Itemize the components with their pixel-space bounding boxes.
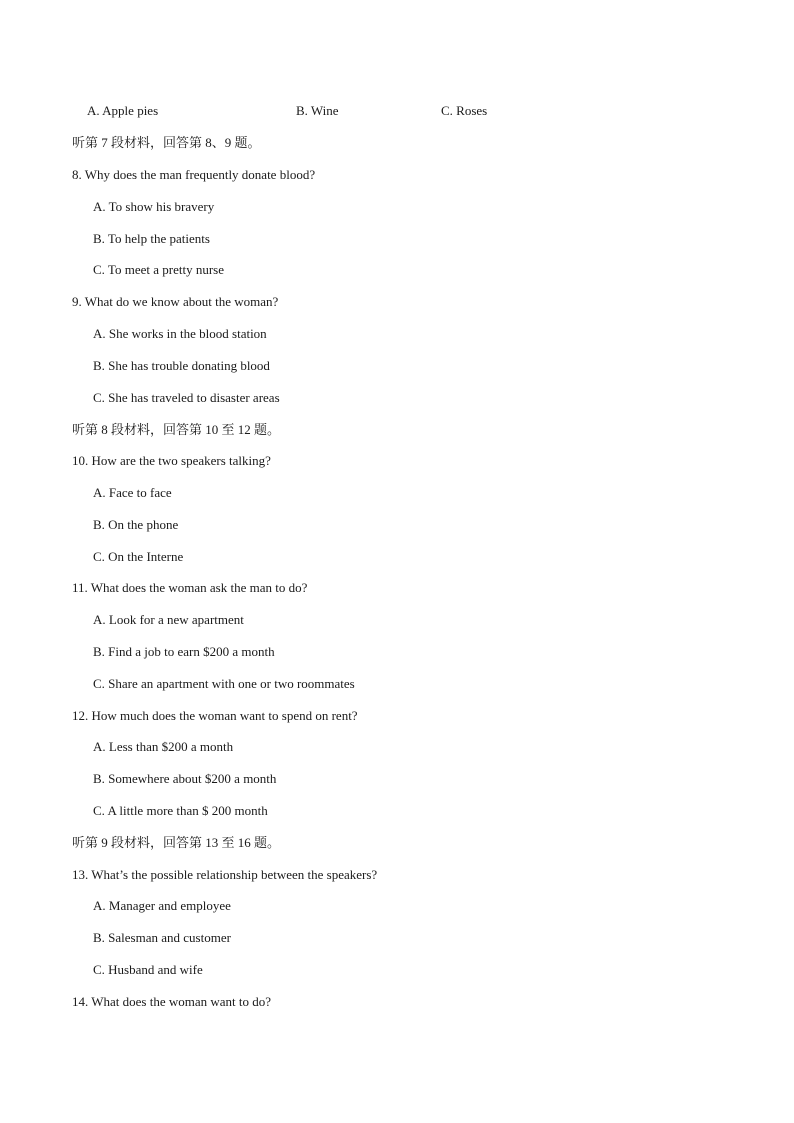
question-14: 14. What does the woman want to do? bbox=[72, 994, 272, 1009]
option-c-roses: C. Roses bbox=[441, 103, 488, 118]
question-9-option-a: A. She works in the blood station bbox=[93, 326, 267, 341]
question-9-option-c: C. She has traveled to disaster areas bbox=[93, 390, 280, 405]
option-b-wine: B. Wine bbox=[296, 103, 339, 118]
question-12-option-c: C. A little more than $ 200 month bbox=[93, 803, 268, 818]
question-12-option-a: A. Less than $200 a month bbox=[93, 739, 234, 754]
question-12-option-b: B. Somewhere about $200 a month bbox=[93, 771, 277, 786]
question-8-option-a: A. To show his bravery bbox=[93, 199, 215, 214]
section-header-9: 听第 9 段材料，回答第 13 至 16 题。 bbox=[72, 835, 281, 850]
question-9-option-b: B. She has trouble donating blood bbox=[93, 358, 270, 373]
question-11: 11. What does the woman ask the man to do? bbox=[72, 580, 308, 595]
question-10: 10. How are the two speakers talking? bbox=[72, 453, 271, 468]
question-10-option-c: C. On the Interne bbox=[93, 549, 184, 564]
section-header-7: 听第 7 段材料，回答第 8、9 题。 bbox=[72, 135, 261, 150]
question-13-option-a: A. Manager and employee bbox=[93, 898, 231, 913]
question-11-option-c: C. Share an apartment with one or two roommates bbox=[93, 676, 355, 691]
question-10-option-b: B. On the phone bbox=[93, 517, 179, 532]
option-a-apple-pies: A. Apple pies bbox=[87, 103, 159, 118]
question-13: 13. What’s the possible relationship between the speakers? bbox=[72, 867, 378, 882]
question-8-option-c: C. To meet a pretty nurse bbox=[93, 262, 224, 277]
question-8: 8. Why does the man frequently donate blood? bbox=[72, 167, 316, 182]
question-11-option-a: A. Look for a new apartment bbox=[93, 612, 244, 627]
section-header-8: 听第 8 段材料，回答第 10 至 12 题。 bbox=[72, 422, 281, 437]
question-12: 12. How much does the woman want to spend on rent? bbox=[72, 708, 358, 723]
question-13-option-c: C. Husband and wife bbox=[93, 962, 203, 977]
question-9: 9. What do we know about the woman? bbox=[72, 294, 279, 309]
question-13-option-b: B. Salesman and customer bbox=[93, 930, 231, 945]
question-10-option-a: A. Face to face bbox=[93, 485, 172, 500]
question-8-option-b: B. To help the patients bbox=[93, 231, 210, 246]
question-11-option-b: B. Find a job to earn $200 a month bbox=[93, 644, 275, 659]
